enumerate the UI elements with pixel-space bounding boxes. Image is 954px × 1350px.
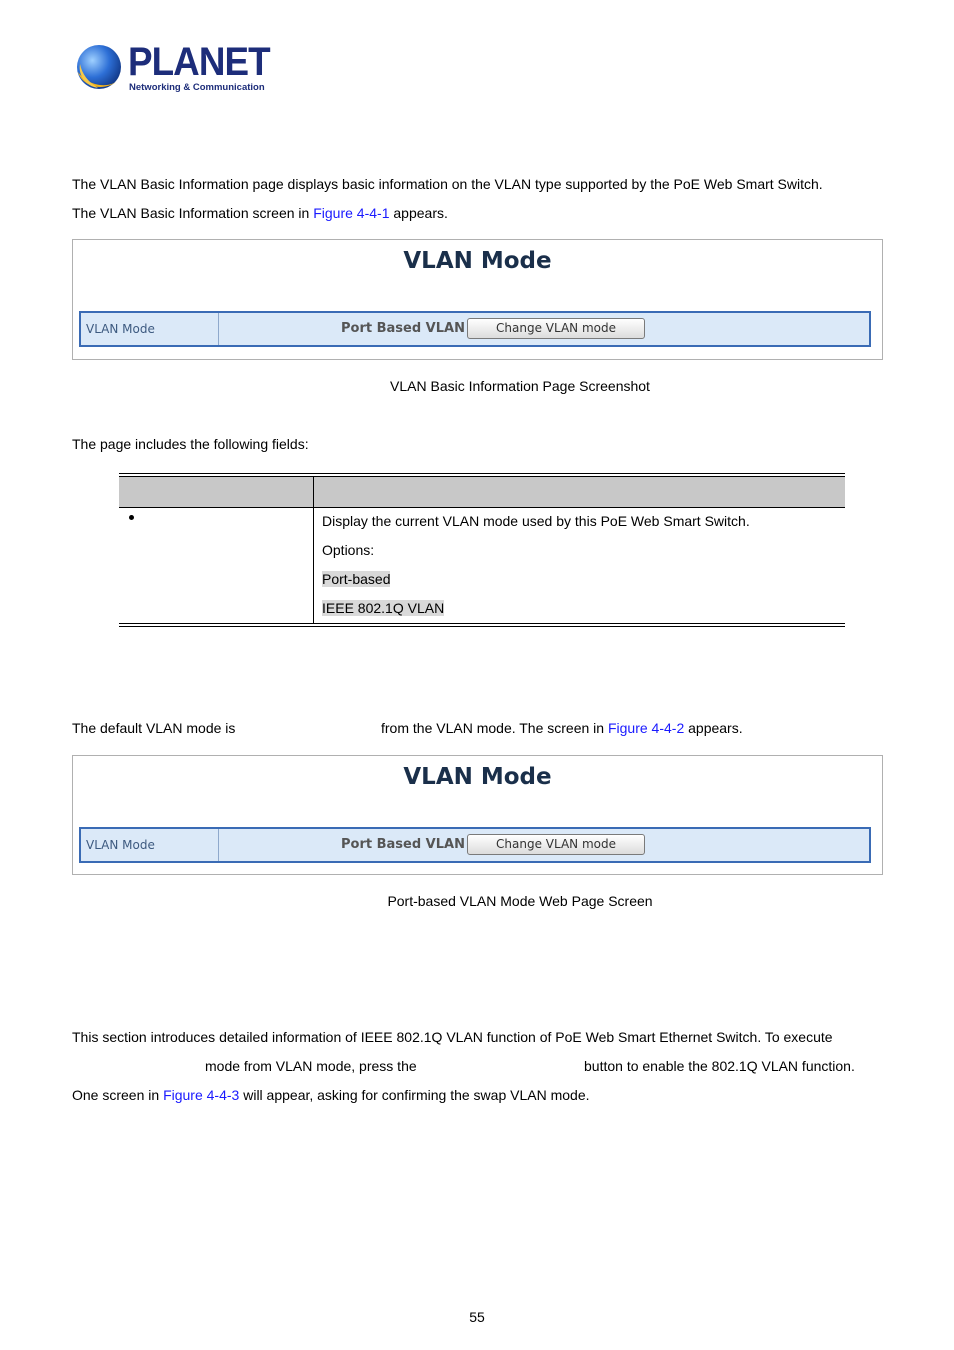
change-vlan-mode-button-2[interactable]: Change VLAN mode xyxy=(467,834,645,855)
bullet-icon xyxy=(129,515,134,520)
table-bottom-rule xyxy=(119,623,845,624)
figure-1-caption: VLAN Basic Information Page Screenshot xyxy=(390,378,650,394)
vlan-mode-screenshot-2 xyxy=(72,755,883,875)
vlan-mode-row xyxy=(79,311,871,347)
vlan-mode-value: Port Based VLAN xyxy=(341,321,465,336)
intro-line-1: The VLAN Basic Information page displays basic information on the VLAN type supported by the PoE Web Smart Switch. xyxy=(72,176,823,192)
figure-4-4-1-link[interactable]: Figure 4-4-1 xyxy=(313,205,390,221)
default-mode-tail: appears. xyxy=(684,720,743,736)
ieee-line-1: This section introduces detailed information of IEEE 802.1Q VLAN function of PoE Web Smart Ethernet Switch. To execute xyxy=(72,1029,833,1045)
option-ieee-8021q: IEEE 802.1Q VLAN xyxy=(322,600,445,616)
vlan-mode-value-2: Port Based VLAN xyxy=(341,837,465,852)
change-vlan-mode-button[interactable]: Change VLAN mode xyxy=(467,318,645,339)
vlan-mode-label-2: VLAN Mode xyxy=(81,829,219,861)
vlan-mode-title-2: VLAN Mode xyxy=(403,764,552,790)
planet-logo xyxy=(72,40,272,96)
figure-2-caption: Port-based VLAN Mode Web Page Screen xyxy=(387,893,653,909)
default-mode-text-2: from the VLAN mode. The screen in xyxy=(381,720,608,736)
ieee-line-2a: mode from VLAN mode, press the xyxy=(205,1058,417,1074)
intro-line-2-text: The VLAN Basic Information screen in xyxy=(72,205,314,221)
figure-4-4-3-link[interactable]: Figure 4-4-3 xyxy=(163,1087,240,1103)
logo-brand: PLANET xyxy=(128,40,270,84)
globe-icon xyxy=(72,42,124,94)
description-line-2: Options: xyxy=(322,542,375,558)
ieee-line-3-tail: will appear, asking for confirming the swap VLAN mode. xyxy=(239,1087,590,1103)
vlan-mode-row-2 xyxy=(79,827,871,863)
option-port-based: Port-based xyxy=(322,571,391,587)
description-line-1: Display the current VLAN mode used by this PoE Web Smart Switch. xyxy=(322,513,750,529)
table-header-divider xyxy=(313,477,314,507)
table-header-row xyxy=(119,477,845,508)
vlan-mode-label: VLAN Mode xyxy=(81,313,219,345)
figure-4-4-2-link[interactable]: Figure 4-4-2 xyxy=(607,720,685,736)
table-bottom-rule-2 xyxy=(119,626,845,627)
logo-tagline: Networking & Communication xyxy=(129,82,265,93)
vlan-mode-screenshot-1 xyxy=(72,239,883,360)
vlan-mode-title: VLAN Mode xyxy=(403,248,552,274)
ieee-line-3-text: One screen in xyxy=(72,1087,164,1103)
fields-intro: The page includes the following fields: xyxy=(72,436,309,452)
table-top-rule xyxy=(119,473,845,474)
table-column-divider xyxy=(313,508,314,624)
default-mode-line xyxy=(381,720,743,737)
page-number: 55 xyxy=(469,1309,485,1325)
default-mode-text: The default VLAN mode is xyxy=(72,720,236,736)
ieee-line-3 xyxy=(72,1087,590,1104)
intro-line-2 xyxy=(72,205,448,222)
intro-line-2-tail: appears. xyxy=(389,205,448,221)
ieee-line-2b: button to enable the 802.1Q VLAN function. xyxy=(584,1058,855,1074)
